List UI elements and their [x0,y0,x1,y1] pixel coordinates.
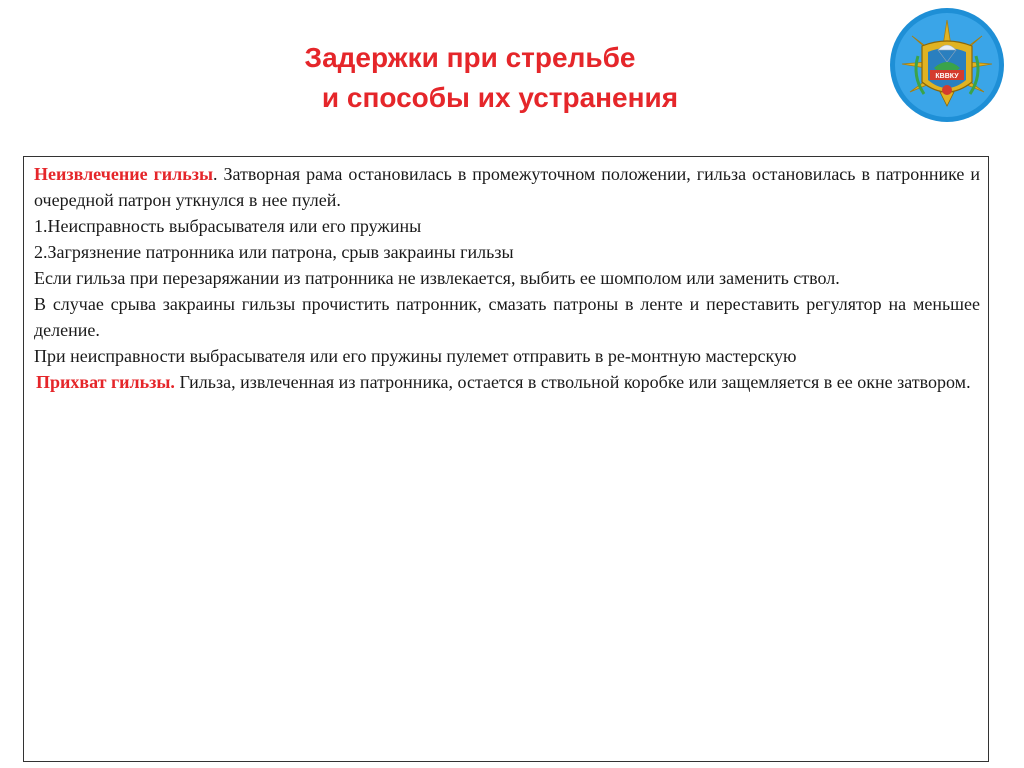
remedy-3: При неисправности выбрасывателя или его пружины пулемет отправить в ре-монтную мастерскую [34,346,797,366]
paragraph-1-text: . Затворная рама остановилась в промежуточном положении, гильза остановилась в патроннике и очередной патрон уткнулся в нее пулей. [34,164,980,210]
slide-title-line1: Задержки при стрельбе [304,42,636,73]
slide-title [230,38,750,118]
paragraph-case-sticking [34,369,980,395]
cause-2: 2.Загрязнение патронника или патрона, срыв закраины гильзы [34,242,514,262]
remedy-1: Если гильза при перезаряжании из патронника не извлекается, выбить ее шомполом или заменить ствол. [34,268,840,288]
keyword-extraction-failure: Неизвлечение гильзы [34,164,214,184]
slide-title-line2: и способы их устранения [321,82,679,113]
emblem-abbrev: КВВКУ [935,73,959,80]
keyword-case-sticking: Прихват гильзы. [36,372,175,392]
content-text [34,161,980,395]
military-emblem-icon [888,6,1006,124]
remedy-2: В случае срыва закраины гильзы прочистить патронник, смазать патроны в ленте и переставить регулятор на меньшее деление. [34,294,980,340]
paragraph-7-text: Гильза, извлеченная из патронника, остается в ствольной коробке или защемляется в ее окне затвором. [174,372,971,392]
content-box [23,156,989,762]
cause-1: 1.Неисправность выбрасывателя или его пружины [34,216,422,236]
paragraph-case-extraction-failure [34,161,980,213]
